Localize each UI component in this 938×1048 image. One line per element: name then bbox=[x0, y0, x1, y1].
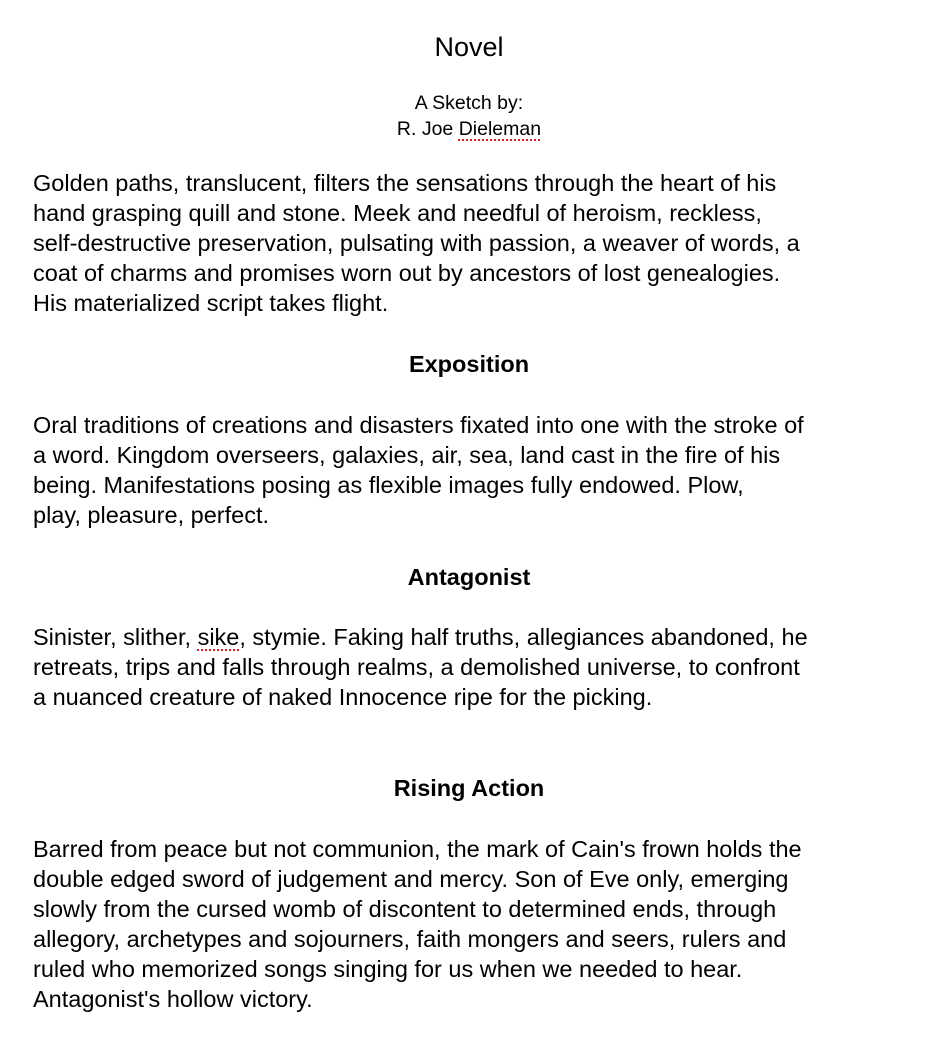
antagonist-paragraph bbox=[33, 622, 923, 712]
paragraph-line: Oral traditions of creations and disasters fixated into one with the stroke of bbox=[33, 412, 804, 438]
exposition-paragraph bbox=[33, 410, 923, 530]
text-run: , stymie. Faking half truths, allegiances abandoned, he bbox=[239, 624, 808, 650]
paragraph-line: slowly from the cursed womb of discontent to determined ends, through bbox=[33, 896, 777, 922]
paragraph-line: hand grasping quill and stone. Meek and needful of heroism, reckless, bbox=[33, 200, 762, 226]
paragraph-line: Barred from peace but not communion, the mark of Cain's frown holds the bbox=[33, 836, 802, 862]
intro-paragraph bbox=[33, 168, 923, 318]
author-first-name: R. Joe bbox=[396, 118, 454, 140]
paragraph-line: retreats, trips and falls through realms, a demolished universe, to confront bbox=[33, 654, 800, 680]
paragraph-line: play, pleasure, perfect. bbox=[33, 502, 269, 528]
flagged-word: sike bbox=[197, 624, 240, 650]
byline bbox=[0, 90, 938, 142]
byline-author bbox=[0, 116, 938, 142]
paragraph-line bbox=[33, 622, 923, 652]
author-last-name-flagged: Dieleman bbox=[458, 118, 542, 140]
paragraph-line: Antagonist's hollow victory. bbox=[33, 986, 313, 1012]
paragraph-line: a nuanced creature of naked Innocence ripe for the picking. bbox=[33, 684, 653, 710]
paragraph-line: coat of charms and promises worn out by ancestors of lost genealogies. bbox=[33, 260, 781, 286]
paragraph-line: being. Manifestations posing as flexible images fully endowed. Plow, bbox=[33, 472, 744, 498]
paragraph-line: a word. Kingdom overseers, galaxies, air, sea, land cast in the fire of his bbox=[33, 442, 781, 468]
paragraph-line: ruled who memorized songs singing for us when we needed to hear. bbox=[33, 956, 743, 982]
paragraph-line: self-destructive preservation, pulsating with passion, a weaver of words, a bbox=[33, 230, 800, 256]
document-title: Novel bbox=[434, 32, 504, 62]
text-run: Sinister, slither, bbox=[33, 624, 198, 650]
paragraph-line: Golden paths, translucent, filters the sensations through the heart of his bbox=[33, 170, 777, 196]
rising-action-paragraph bbox=[33, 834, 923, 1014]
section-heading-exposition: Exposition bbox=[408, 351, 530, 377]
paragraph-line: allegory, archetypes and sojourners, faith mongers and seers, rulers and bbox=[33, 926, 787, 952]
paragraph-line: double edged sword of judgement and mercy. Son of Eve only, emerging bbox=[33, 866, 789, 892]
paragraph-line: His materialized script takes flight. bbox=[33, 290, 389, 316]
byline-label: A Sketch by: bbox=[414, 92, 524, 114]
section-heading-rising-action: Rising Action bbox=[393, 775, 545, 801]
section-heading-antagonist: Antagonist bbox=[407, 564, 531, 590]
